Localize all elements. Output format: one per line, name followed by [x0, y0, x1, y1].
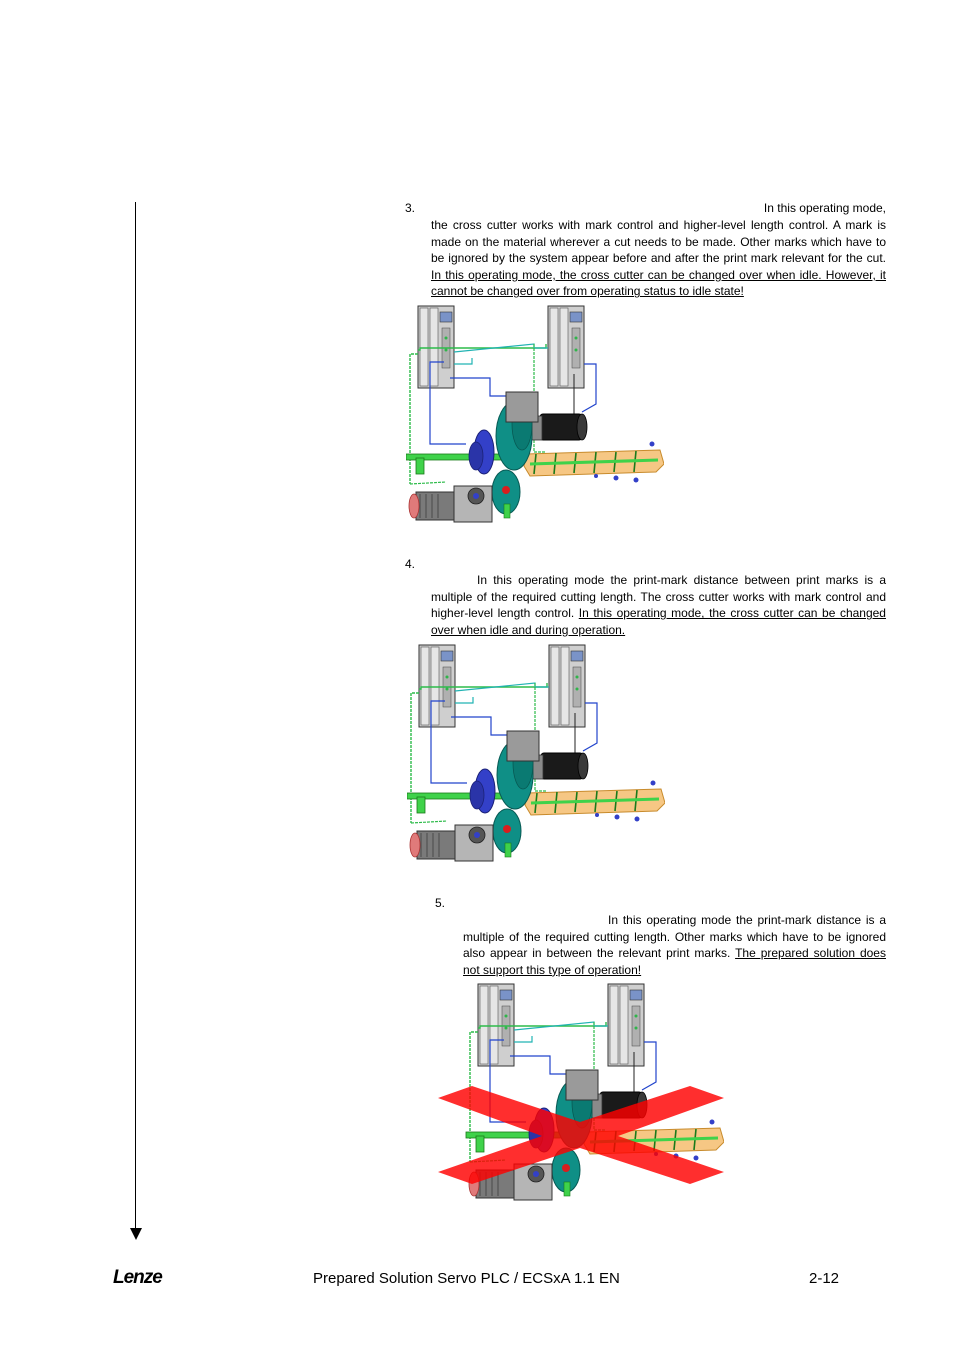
- figure-5-cross-cutter-crossed-out: [438, 982, 724, 1208]
- item-5-number: 5.: [435, 896, 446, 910]
- figure-3-cross-cutter: [406, 304, 664, 528]
- item-3-text-underlined: In this operating mode, the cross cutter can be changed over when idle. However, it cannot be changed over from operating status to idle state!: [431, 267, 886, 299]
- item-3-lead: In this operating mode,: [763, 201, 886, 215]
- item-4-number: 4.: [405, 557, 416, 571]
- footer-document-title: Prepared Solution Servo PLC / ECSxA 1.1 EN: [313, 1270, 620, 1287]
- down-arrow-icon: [130, 1228, 142, 1240]
- item-3-number: 3.: [405, 201, 416, 215]
- item-5-text-underlined: The prepared solution does not support this type of operation!: [463, 946, 886, 977]
- lenze-logo: Lenze: [113, 1267, 162, 1288]
- footer-page-number: 2-12: [809, 1270, 840, 1287]
- item-3-text-plain: the cross cutter works with mark control and higher-level length control. A mark is made on the material wherever a cut needs to be made. Other marks which have to be ignored by the system appear before and after the print mark relevant for the cut.: [431, 218, 886, 266]
- item-5-text-plain: In this operating mode the print-mark distance is a multiple of the required cutting length. Other marks which have to be ignored also appear in between the relevant print marks.: [463, 913, 886, 961]
- figure-4-cross-cutter: [407, 643, 665, 867]
- item-5-text: [463, 912, 886, 978]
- item-3-text: [431, 217, 886, 300]
- item-4-text-plain: In this operating mode the print-mark distance between print marks is a multiple of the required cutting length. The cross cutter works with mark control and higher-level length control.: [431, 573, 886, 621]
- item-4-text: [431, 572, 886, 638]
- item-4-text-underlined: In this operating mode, the cross cutter can be changed over when idle and during operation.: [431, 606, 886, 637]
- left-margin-line: [135, 202, 136, 1228]
